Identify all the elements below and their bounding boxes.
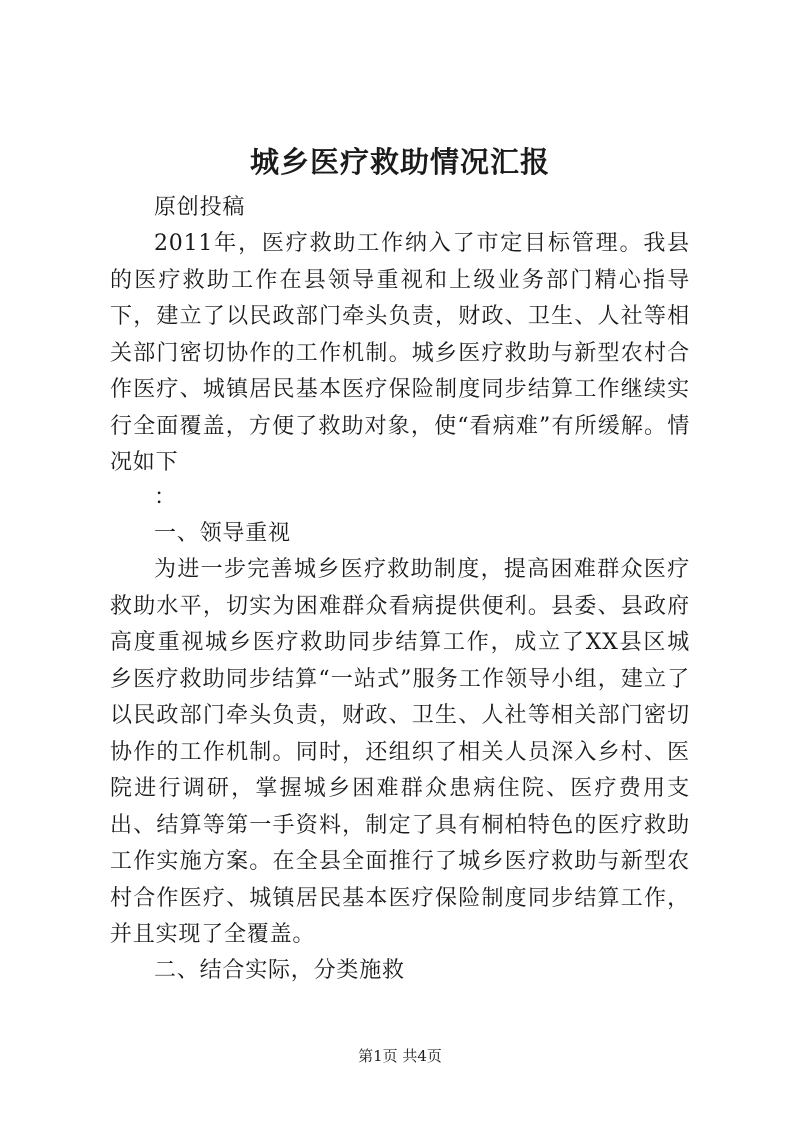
section-heading-classification: 二、结合实际，分类施救	[154, 958, 405, 983]
page-number-footer: 第1页 共4页	[358, 1047, 442, 1065]
colon-line: ：	[154, 485, 177, 510]
byline: 原创投稿	[154, 195, 246, 220]
document-title: 城乡医疗救助情况汇报	[249, 145, 550, 179]
section-heading-leadership: 一、领导重视	[154, 521, 291, 546]
paragraph-leadership: 为进一步完善城乡医疗救助制度，提高困难群众医疗救助水平，切实为困难群众看病提供便利。县委、县政府高度重视城乡医疗救助同步结算工作，成立了XX县区城乡医疗救助同步结算“一站式”服务工作领导小组，建立了以民政部门牵头负责，财政、卫生、人社等相关部门密切协作的工作机制。同时，还组织了相关人员深入乡村、医院进行调研，掌握城乡困难群众患病住院、医疗费用支出、结算等第一手资料，制定了具有桐柏特色的医疗救助工作实施方案。在全县全面推行了城乡医疗救助与新型农村合作医疗、城镇居民基本医疗保险制度同步结算工作，并且实现了全覆盖。	[110, 557, 690, 947]
paragraph-intro: 2011年，医疗救助工作纳入了市定目标管理。我县的医疗救助工作在县领导重视和上级业务部门精心指导下，建立了以民政部门牵头负责，财政、卫生、人社等相关部门密切协作的工作机制。城乡医疗救助与新型农村合作医疗、城镇居民基本医疗保险制度同步结算工作继续实行全面覆盖，方便了救助对象，使“看病难”有所缓解。情况如下	[110, 231, 690, 475]
